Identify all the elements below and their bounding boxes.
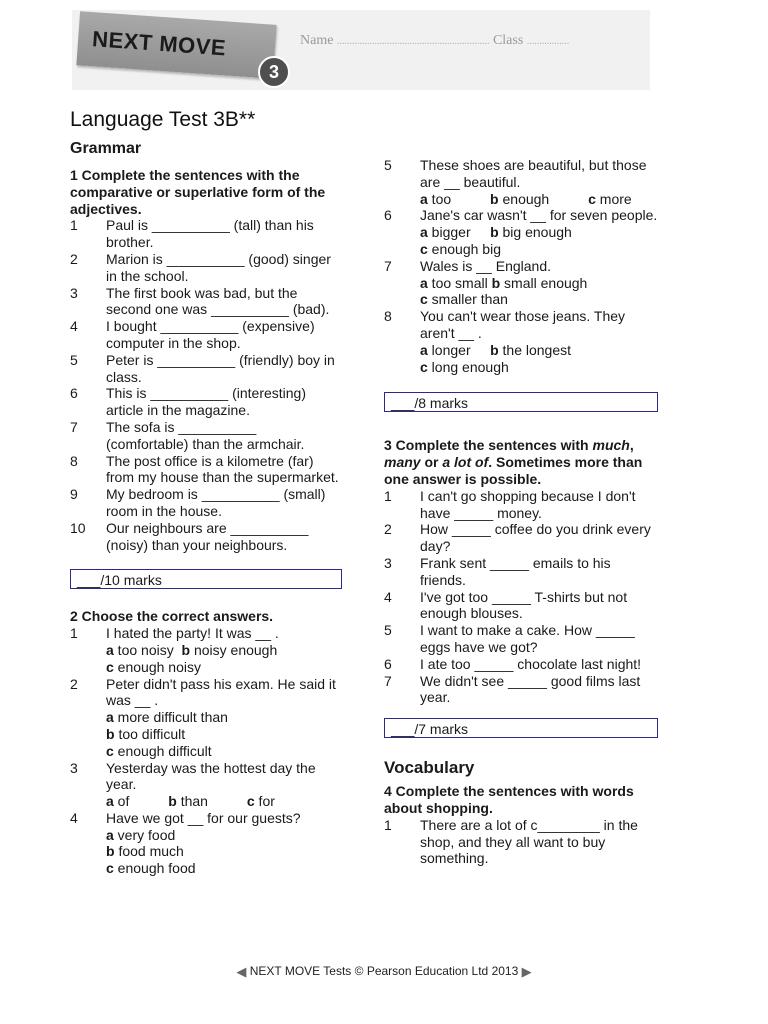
ex3-instr-2: Sometimes more than one answer is possible.	[384, 454, 643, 487]
ex4-instruction: 4 Complete the sentences with words about shopping.	[384, 783, 634, 816]
ex3-instr-1: 3 Complete the sentences with	[384, 437, 593, 454]
question-number: 5	[384, 622, 392, 639]
option-letter: a	[106, 793, 114, 810]
ex3-marks-box[interactable]: ___/7 marks	[384, 718, 658, 738]
question-number: 4	[384, 588, 392, 605]
question-text: I bought __________ (expensive) computer in the shop.	[106, 318, 315, 351]
answer-options[interactable]: a too noisy b noisy enough	[106, 641, 278, 658]
question-number: 3	[70, 284, 78, 301]
option-letter: a	[420, 274, 428, 291]
question-text: How _____ coffee do you drink every day?	[420, 521, 651, 555]
question-text: Wales is __ England.	[420, 257, 551, 274]
ex2-marks-box[interactable]: ___/8 marks	[384, 392, 658, 412]
question-text: We didn't see _____ good films last year.	[420, 672, 641, 706]
question-text: Jane's car wasn't __ for seven people.	[420, 207, 658, 224]
question-text: Peter didn't pass his exam. He said it was __ .	[106, 675, 336, 709]
option-letter: a	[420, 190, 428, 207]
question-item	[384, 589, 658, 623]
option-letter: c	[420, 291, 428, 308]
answer-options[interactable]: a longer b the longest	[420, 341, 572, 358]
ex3-instr-a-lot-of: a lot of	[442, 454, 489, 471]
question-text: I want to make a cake. How _____ eggs have we got?	[420, 622, 635, 655]
answer-options[interactable]: a bigger b big enough	[420, 224, 572, 241]
question-item	[384, 308, 658, 375]
class-label: Class	[492, 33, 524, 48]
answer-options[interactable]: a too small b small enough	[420, 274, 588, 291]
option-letter: c	[106, 658, 114, 675]
answer-options[interactable]: b food much	[106, 843, 184, 860]
class-field-line[interactable]: .................	[526, 36, 570, 47]
answer-options[interactable]: c smaller than	[420, 291, 508, 308]
question-number: 3	[70, 759, 78, 776]
question-text: There are a lot of c________ in the shop, and they all want to buy something.	[420, 816, 638, 867]
question-text: The post office is a kilometre (far) from my house than the supermarket.	[106, 452, 339, 486]
question-text: I can't go shopping because I don't have _____ money.	[420, 487, 636, 521]
question-number: 8	[70, 452, 78, 469]
answer-options[interactable]: c enough big	[420, 240, 501, 257]
question-number: 2	[70, 250, 78, 267]
question-number: 5	[384, 157, 392, 173]
question-number: 6	[70, 385, 78, 402]
question-number: 8	[384, 308, 392, 325]
right-column	[384, 157, 658, 867]
question-text: This is __________ (interesting) article in the magazine.	[106, 385, 307, 419]
question-item	[384, 521, 658, 555]
option-letter: c	[420, 240, 428, 257]
answer-options[interactable]: c long enough	[420, 358, 509, 375]
level-number-badge: 3	[258, 56, 290, 88]
ex3-instr-much: much	[592, 437, 630, 454]
option-letter: b	[106, 843, 115, 860]
question-text: Yesterday was the hottest day the year.	[106, 759, 316, 793]
page-footer	[0, 963, 768, 981]
question-item	[384, 817, 658, 867]
question-text: Frank sent _____ emails to his friends.	[420, 554, 611, 588]
question-number: 2	[70, 675, 78, 692]
vocabulary-heading: Vocabulary	[384, 758, 475, 778]
question-number: 1	[70, 625, 78, 642]
name-label: Name	[300, 33, 334, 48]
question-number: 1	[384, 816, 392, 833]
answer-options[interactable]: a too b enough c more	[420, 190, 632, 207]
badge-text: NEXT MOVE	[91, 26, 227, 61]
option-letter: b	[106, 725, 115, 742]
answer-options[interactable]: a more difficult than	[106, 709, 228, 726]
question-item	[70, 285, 342, 319]
question-item	[384, 673, 658, 707]
question-text: The first book was bad, but the second one was __________ (bad).	[106, 284, 330, 318]
left-column	[70, 139, 342, 877]
question-number: 6	[384, 655, 392, 672]
question-item	[70, 486, 342, 520]
question-item	[384, 488, 658, 522]
question-text: I ate too _____ chocolate last night!	[420, 655, 642, 672]
question-item	[384, 207, 658, 257]
question-number: 7	[384, 672, 392, 689]
option-letter: c	[106, 860, 114, 877]
option-letter: b	[168, 793, 177, 810]
question-item	[70, 419, 342, 453]
question-number: 4	[70, 318, 78, 335]
question-text: I've got too _____ T-shirts but not enough blouses.	[420, 588, 628, 622]
question-item	[384, 157, 658, 207]
question-text: You can't wear those jeans. They aren't __ .	[420, 308, 626, 341]
question-text: Peter is __________ (friendly) boy in class.	[106, 351, 335, 385]
answer-options[interactable]: a very food	[106, 826, 176, 843]
question-number: 4	[70, 809, 78, 826]
option-letter: a	[420, 341, 428, 358]
question-item	[384, 258, 658, 308]
answer-options[interactable]: c enough difficult	[106, 742, 212, 759]
question-item	[384, 555, 658, 589]
question-item	[70, 676, 342, 760]
ex1-instruction: 1 Complete the sentences with the comparative or superlative form of the adjectives.	[70, 167, 326, 217]
question-item	[70, 625, 342, 675]
question-item	[70, 520, 342, 554]
question-text: Paul is __________ (tall) than his brother.	[106, 217, 314, 251]
ex2-list-part-1	[70, 625, 342, 877]
answer-options[interactable]: c enough food	[106, 860, 196, 877]
question-number: 5	[70, 351, 78, 368]
question-text: These shoes are beautiful, but those are __ beautiful.	[420, 157, 647, 190]
option-letter: c	[420, 358, 428, 375]
question-item	[70, 453, 342, 487]
answer-options[interactable]: c enough noisy	[106, 658, 201, 675]
question-text: Marion is __________ (good) singer in the school.	[106, 250, 331, 284]
question-number: 1	[384, 487, 392, 504]
option-letter: c	[246, 793, 255, 810]
option-letter: b	[181, 641, 191, 658]
option-letter: a	[106, 641, 114, 658]
question-text: Have we got __ for our guests?	[106, 809, 301, 826]
question-item	[70, 385, 342, 419]
question-number: 2	[384, 521, 392, 538]
question-item	[70, 217, 342, 251]
question-number: 9	[70, 486, 78, 503]
ex3-list	[384, 488, 658, 706]
ex4-list	[384, 817, 658, 867]
answer-options[interactable]: b too difficult	[106, 725, 186, 742]
option-letter: a	[106, 826, 114, 843]
question-item	[70, 810, 342, 877]
grammar-heading: Grammar	[70, 140, 142, 157]
option-letter: c	[106, 742, 114, 759]
question-item	[70, 318, 342, 352]
ex2-list-part-2	[384, 157, 658, 375]
ex3-instruction: 3 Complete the sentences with much, many or a lot of. Sometimes more than one answer is possible.	[384, 437, 643, 487]
ex3-instr-many: many	[384, 454, 421, 471]
question-item	[70, 760, 342, 810]
question-number: 3	[384, 554, 392, 571]
name-field-line[interactable]: .............................................................	[336, 36, 490, 47]
question-number: 7	[70, 418, 78, 435]
question-item	[70, 352, 342, 386]
question-number: 7	[384, 257, 392, 274]
option-letter: b	[491, 274, 501, 291]
question-text: I hated the party! It was __ .	[106, 625, 279, 642]
ex2-instruction: 2 Choose the correct answers.	[70, 608, 274, 625]
next-arrow-icon: ▶	[521, 964, 532, 979]
question-number: 10	[70, 519, 86, 536]
question-item	[384, 656, 658, 673]
option-letter: c	[588, 190, 596, 207]
option-letter: b	[490, 341, 499, 358]
option-letter: b	[490, 224, 499, 241]
option-letter: b	[490, 190, 499, 207]
name-class-row	[300, 33, 569, 51]
question-text: My bedroom is __________ (small) room in the house.	[106, 486, 326, 519]
question-item	[70, 251, 342, 285]
ex1-marks-box[interactable]: ___/10 marks	[70, 569, 342, 589]
prev-arrow-icon: ◀	[236, 964, 247, 979]
question-text: Our neighbours are __________ (noisy) than your neighbours.	[106, 519, 309, 553]
answer-options[interactable]: a of b than c for	[106, 793, 275, 810]
question-text: The sofa is __________ (comfortable) than the armchair.	[106, 418, 305, 452]
question-number: 1	[70, 217, 78, 234]
option-letter: a	[420, 224, 428, 241]
ex1-list	[70, 217, 342, 553]
option-letter: a	[106, 709, 114, 726]
page-title: Language Test 3B**	[70, 108, 256, 131]
question-item	[384, 622, 658, 656]
question-number: 6	[384, 207, 392, 224]
footer-text: NEXT MOVE Tests © Pearson Education Ltd 2013	[249, 964, 519, 978]
